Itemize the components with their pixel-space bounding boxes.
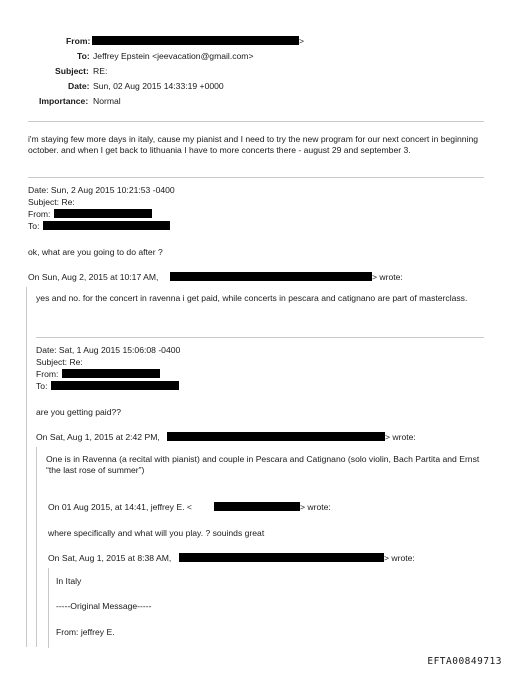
redaction-tail: > [299,36,305,46]
redacted-block [43,221,170,230]
msg2-to-label: To: [36,381,48,391]
quote2-body: One is in Ravenna (a recital with pianist) and couple in Pescara and Catignano (solo violin, Bach Partita and Ernst “the last rose of summer”) [46,454,480,475]
subject-value: RE: [93,66,108,76]
quote1-on-line: On Sun, Aug 2, 2015 at 10:17 AM, [28,272,159,282]
redacted-block [167,432,385,441]
quote4-line3: From: jeffrey E. [56,627,115,637]
msg2-from-label: From: [36,369,59,379]
redacted-block [179,553,384,562]
quote-divider [28,177,484,178]
redacted-block [54,209,152,218]
msg2-date: Date: Sat, 1 Aug 2015 15:06:08 -0400 [36,345,181,355]
quote4-line2: -----Original Message----- [56,601,152,611]
quote-bar-level3 [48,568,49,648]
quote2-wrote: > wrote: [385,432,416,442]
quote-bar-level1 [26,287,27,647]
quote1-body: yes and no. for the concert in ravenna i get paid, while concerts in pescara and catignano are part of masterclass. [36,293,468,303]
redacted-block [62,369,160,378]
quote4-on-line: On Sat, Aug 1, 2015 at 8:38 AM, [48,553,172,563]
msg1-body: ok, what are you going to do after ? [28,247,163,257]
importance-value: Normal [93,96,121,106]
redacted-block [170,272,372,281]
quote3-body: where specifically and what will you play. ? souinds great [48,528,265,538]
redacted-block [214,502,300,511]
redacted-block [92,36,299,45]
quote-bar-level2 [36,447,37,647]
subject-label: Subject: [55,66,89,76]
msg1-subject: Subject: Re: [28,197,75,207]
quote2-on-line: On Sat, Aug 1, 2015 at 2:42 PM, [36,432,160,442]
msg2-subject: Subject: Re: [36,357,83,367]
msg2-body: are you getting paid?? [36,407,122,417]
msg1-date: Date: Sun, 2 Aug 2015 10:21:53 -0400 [28,185,175,195]
message-body: i'm staying few more days in italy, cause my pianist and I need to try the new program for our next concert in beginning october. and when I get back to lithuania I have to more concerts there - august 29 and september 3. [28,134,479,155]
header-divider [28,121,484,122]
quote1-wrote: > wrote: [372,272,403,282]
quote3-on-line: On 01 Aug 2015, at 14:41, jeffrey E. < [48,502,192,512]
quote4-line1: In Italy [56,576,82,586]
date-value: Sun, 02 Aug 2015 14:33:19 +0000 [93,81,224,91]
date-label: Date: [68,81,90,91]
bates-number: EFTA00849713 [427,656,502,668]
from-label: From: [66,36,91,46]
msg1-from-label: From: [28,209,51,219]
redacted-block [51,381,179,390]
to-label: To: [77,51,90,61]
to-value: Jeffrey Epstein <jeevacation@gmail.com> [93,51,254,61]
quote-divider [36,337,484,338]
quote3-wrote: > wrote: [300,502,331,512]
quote4-wrote: > wrote: [384,553,415,563]
importance-label: Importance: [39,96,89,106]
msg1-to-label: To: [28,221,40,231]
